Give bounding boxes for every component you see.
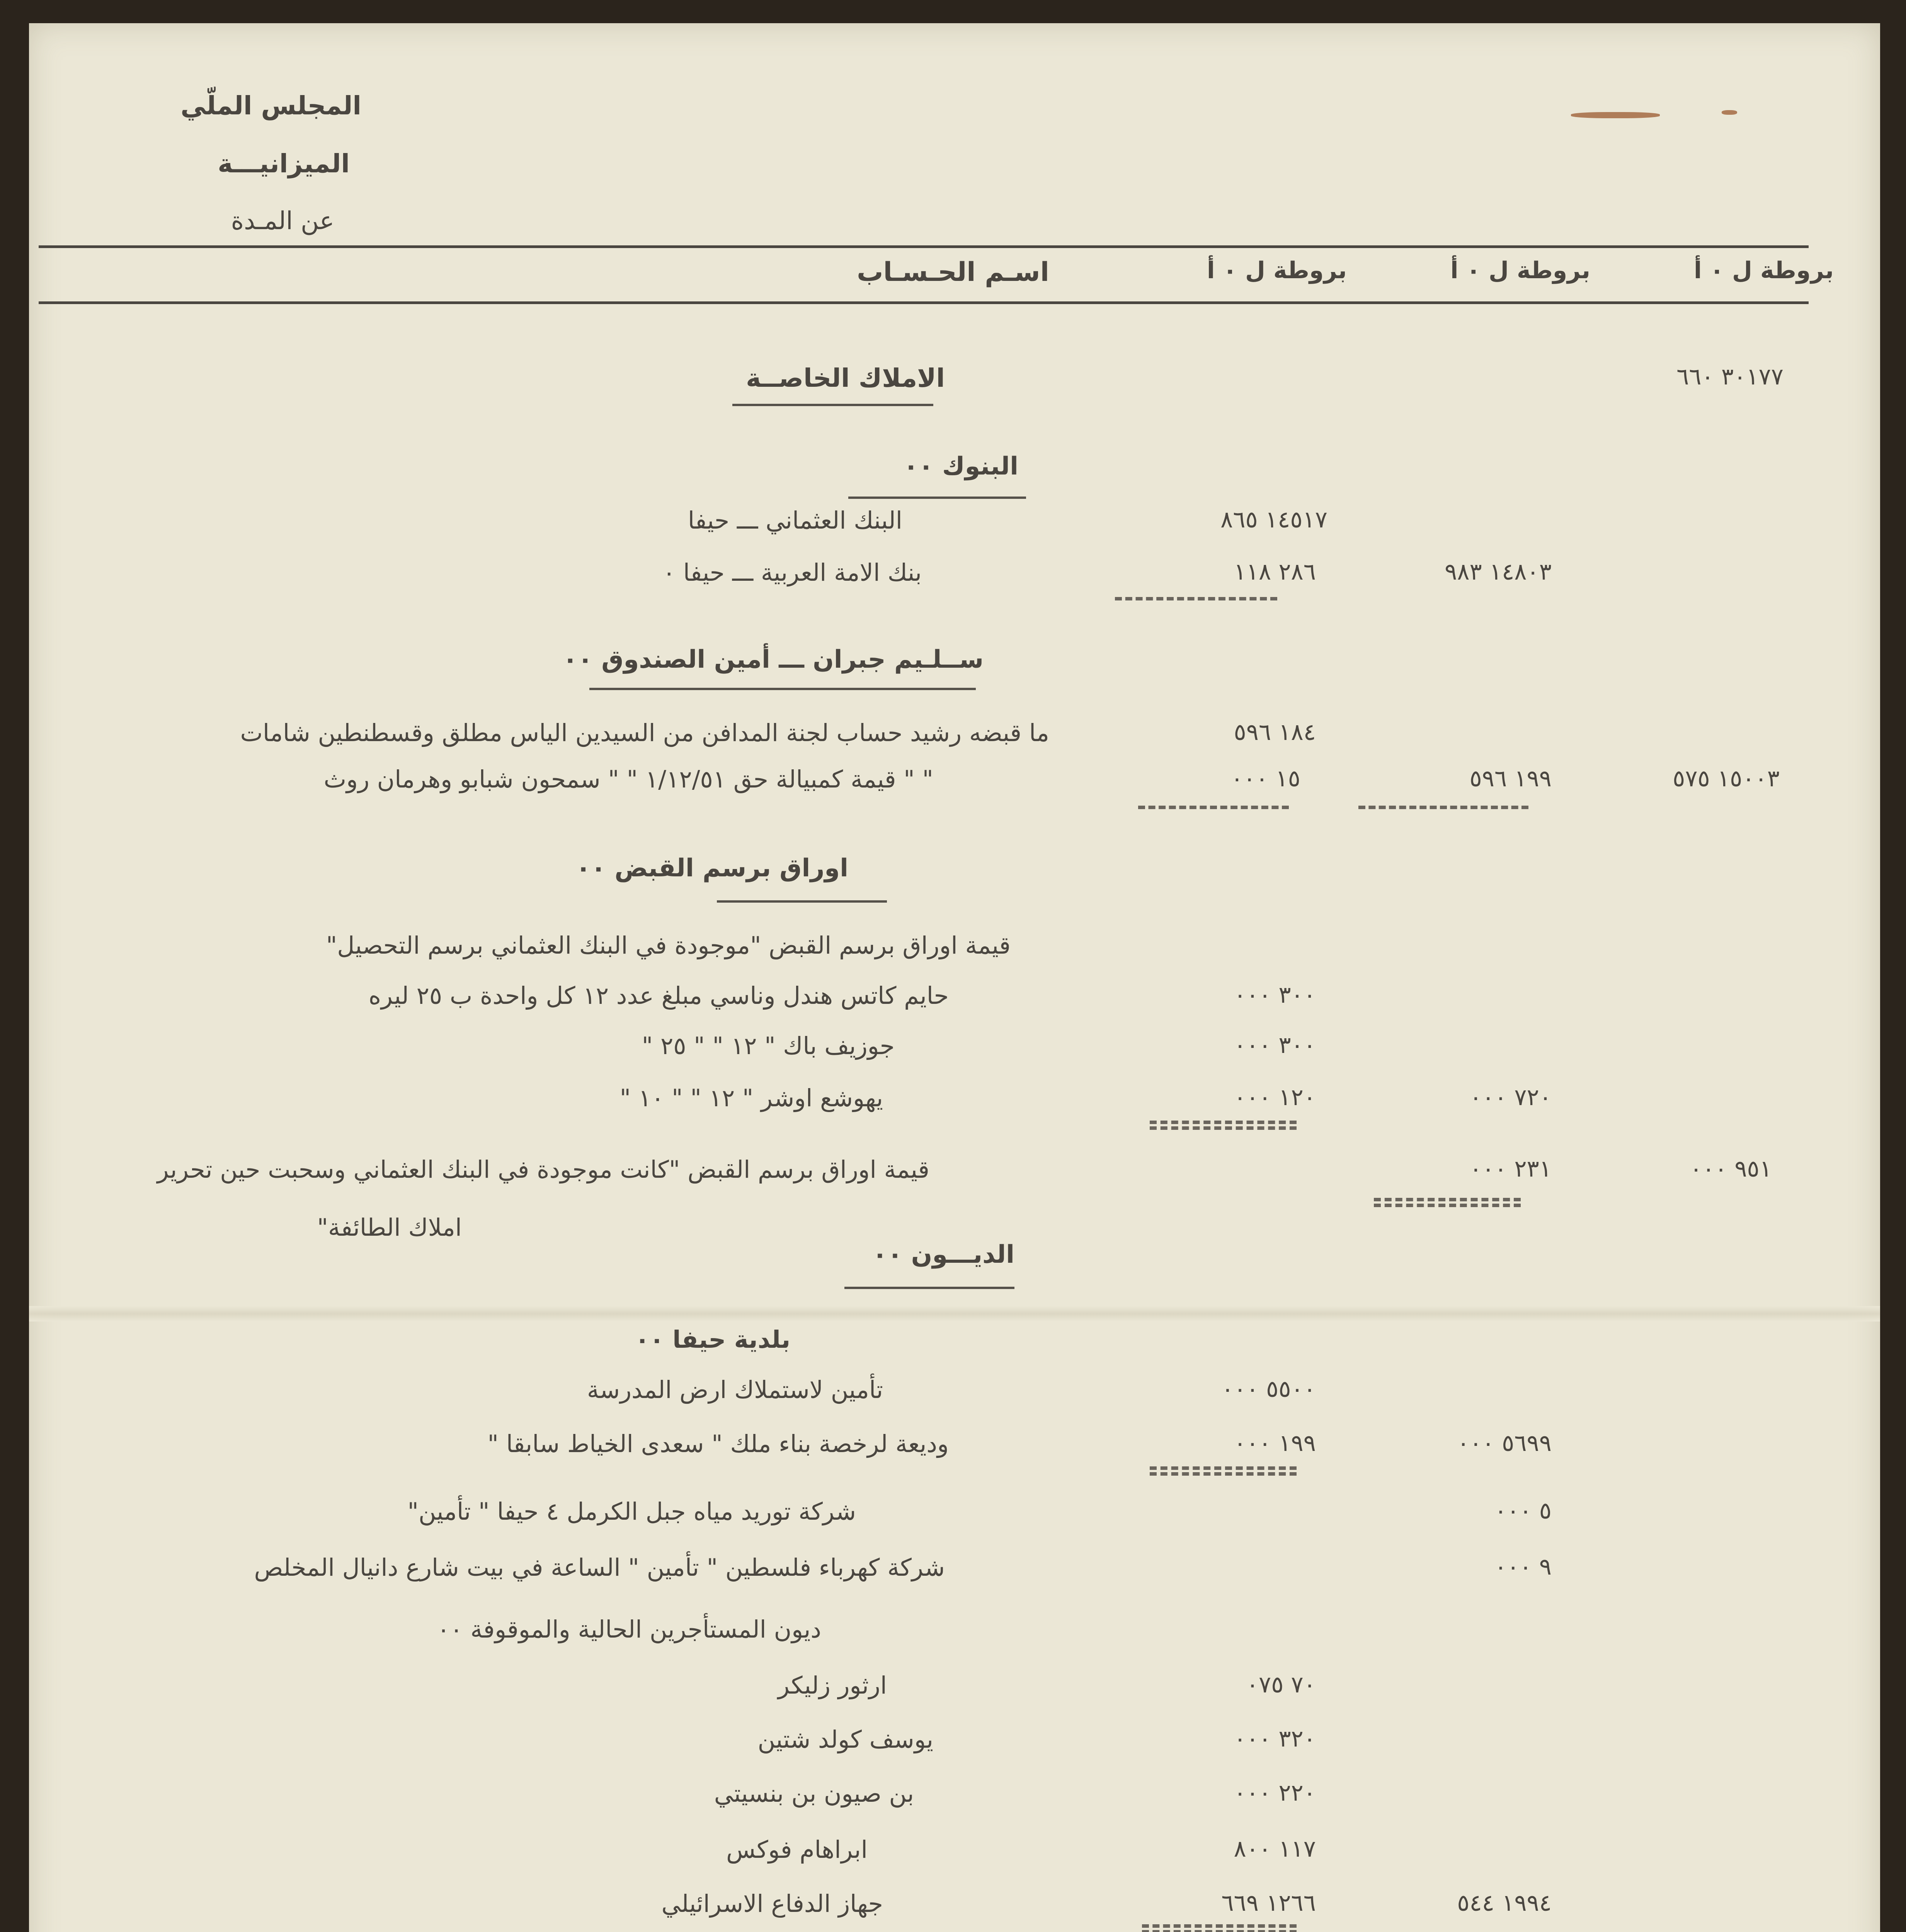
section-heading: اوراق برسم القبض ٠٠ xyxy=(575,854,848,883)
account-label: جوزيف باك " ١٢ " " ٢٥ " xyxy=(642,1032,895,1060)
account-label: ما قبضه رشيد حساب لجنة المدافن من السيدين الياس مطلق وقسطنطين شامات xyxy=(240,719,1049,747)
account-label: جهاز الدفاع الاسرائيلي xyxy=(661,1889,883,1918)
column-header-name: اسـم الحـسـاب xyxy=(857,257,1049,287)
subtotal-underline xyxy=(1142,1924,1297,1932)
column-header-1: بروطة ل ٠ أ xyxy=(1207,257,1347,284)
account-label: شركة توريد مياه جبل الكرمل ٤ حيفا " تأمين" xyxy=(407,1497,856,1526)
column-header-3: بروطة ل ٠ أ xyxy=(1694,257,1834,284)
period-label: عن المـدة xyxy=(231,207,334,235)
heading-underline xyxy=(717,900,887,903)
section-heading: الديـــون ٠٠ xyxy=(872,1240,1014,1269)
account-label: البنك العثماني ـــ حيفا xyxy=(688,506,902,534)
header-rule-bottom xyxy=(39,301,1809,304)
subtotal-underline xyxy=(1138,806,1289,809)
section-heading: ســلـيم جبران ـــ أمين الصندوق ٠٠ xyxy=(562,645,984,674)
amount-col2: ٥٦٩٩ ٠٠٠ xyxy=(1457,1430,1552,1457)
amount-col1: ٥٥٠٠ ٠٠٠ xyxy=(1221,1376,1316,1403)
account-label: حايم كاتس هندل وناسي مبلغ عدد ١٢ كل واحدة ب ٢٥ ليره xyxy=(368,981,949,1010)
subsection-heading: بلدية حيفا ٠٠ xyxy=(635,1325,790,1354)
amount-col2: ١٩٩٤ ٥٤٤ xyxy=(1457,1889,1552,1917)
institution-name: المجلس الملّي xyxy=(180,91,361,121)
column-header-2: بروطة ل ٠ أ xyxy=(1450,257,1590,284)
heading-underline xyxy=(732,404,933,406)
amount-col1: ١٢٦٦ ٦٦٩ xyxy=(1221,1889,1316,1917)
amount-col1: ٢٢٠ ٠٠٠ xyxy=(1234,1779,1316,1806)
subtotal-underline xyxy=(1150,1121,1297,1130)
amount-col3: ١٥٠٠٣ ٥٧٥ xyxy=(1673,765,1780,792)
amount-col1: ١١٧ ٨٠٠ xyxy=(1234,1835,1316,1862)
account-label: قيمة اوراق برسم القبض "موجودة في البنك العثماني برسم التحصيل" xyxy=(326,931,1011,959)
account-label: شركة كهرباء فلسطين " تأمين " الساعة في بيت شارع دانيال المخلص xyxy=(254,1553,945,1582)
section-heading: البنوك ٠٠ xyxy=(903,452,1018,481)
account-label: بن صيون بن بنسيتي xyxy=(714,1779,914,1808)
heading-underline xyxy=(844,1287,1014,1289)
account-label: تأمين لاستملاك ارض المدرسة xyxy=(587,1376,883,1404)
heading-underline xyxy=(848,497,1026,499)
account-label: يوسف كولد شتين xyxy=(757,1725,933,1753)
account-label: يهوشع اوشر " ١٢ " " ١٠ " xyxy=(619,1084,883,1112)
amount-col1: ١٤٥١٧ ٨٦٥ xyxy=(1220,506,1327,533)
subtotal-underline xyxy=(1115,597,1277,600)
amount-col2: ١٤٨٠٣ ٩٨٣ xyxy=(1445,558,1552,585)
amount-col2: ٢٣١ ٠٠٠ xyxy=(1469,1155,1552,1182)
amount-col1: ٢٨٦ ١١٨ xyxy=(1234,558,1316,585)
account-label: ابراهام فوكس xyxy=(726,1835,868,1864)
section-heading: الاملاك الخاصــة xyxy=(746,363,945,393)
account-label: ارثور زليكر xyxy=(778,1671,887,1699)
amount-col1: ١٢٠ ٠٠٠ xyxy=(1234,1084,1316,1111)
amount-col2: ١٩٩ ٥٩٦ xyxy=(1469,765,1552,792)
amount-col3: ٣٠١٧٧ ٦٦٠ xyxy=(1676,363,1783,390)
header-rule-top xyxy=(39,245,1809,248)
paper-fold xyxy=(29,1306,1880,1321)
amount-col1: ٣٠٠ ٠٠٠ xyxy=(1234,981,1316,1009)
document-title: الميزانيـــة xyxy=(218,149,350,179)
account-label: " " قيمة كمبيالة حق ١/١٢/٥١ " " سمحون شبابو وهرمان روث xyxy=(323,765,933,793)
amount-col1: ١٨٤ ٥٩٦ xyxy=(1234,719,1316,746)
heading-underline xyxy=(589,688,976,690)
ink-stain xyxy=(1722,110,1737,115)
account-label: وديعة لرخصة بناء ملك " سعدى الخياط سابقا " xyxy=(487,1430,949,1458)
amount-col3: ٩٥١ ٠٠٠ xyxy=(1690,1155,1772,1182)
subsection-heading: ديون المستأجرين الحالية والموقوفة ٠٠ xyxy=(437,1615,821,1643)
amount-col1: ١٩٩ ٠٠٠ xyxy=(1234,1430,1316,1457)
ink-stain xyxy=(1571,112,1660,118)
amount-col1: ٣٠٠ ٠٠٠ xyxy=(1234,1032,1316,1059)
account-label: املاك الطائفة" xyxy=(317,1213,462,1242)
account-label: قيمة اوراق برسم القبض "كانت موجودة في البنك العثماني وسحبت حين تحرير xyxy=(157,1155,929,1184)
subtotal-underline xyxy=(1358,806,1528,809)
amount-col1: ١٥ ٠٠٠ xyxy=(1230,765,1300,792)
amount-col2: ٩ ٠٠٠ xyxy=(1494,1553,1552,1580)
amount-col1: ٣٢٠ ٠٠٠ xyxy=(1234,1725,1316,1752)
subtotal-underline xyxy=(1150,1466,1297,1476)
amount-col2: ٥ ٠٠٠ xyxy=(1494,1497,1552,1524)
amount-col1: ٧٠ ٠٧٥ xyxy=(1246,1671,1316,1698)
account-label: بنك الامة العربية ـــ حيفا ٠ xyxy=(662,558,922,587)
document-page xyxy=(29,23,1880,1932)
amount-col2: ٧٢٠ ٠٠٠ xyxy=(1469,1084,1552,1111)
subtotal-underline xyxy=(1374,1198,1521,1207)
